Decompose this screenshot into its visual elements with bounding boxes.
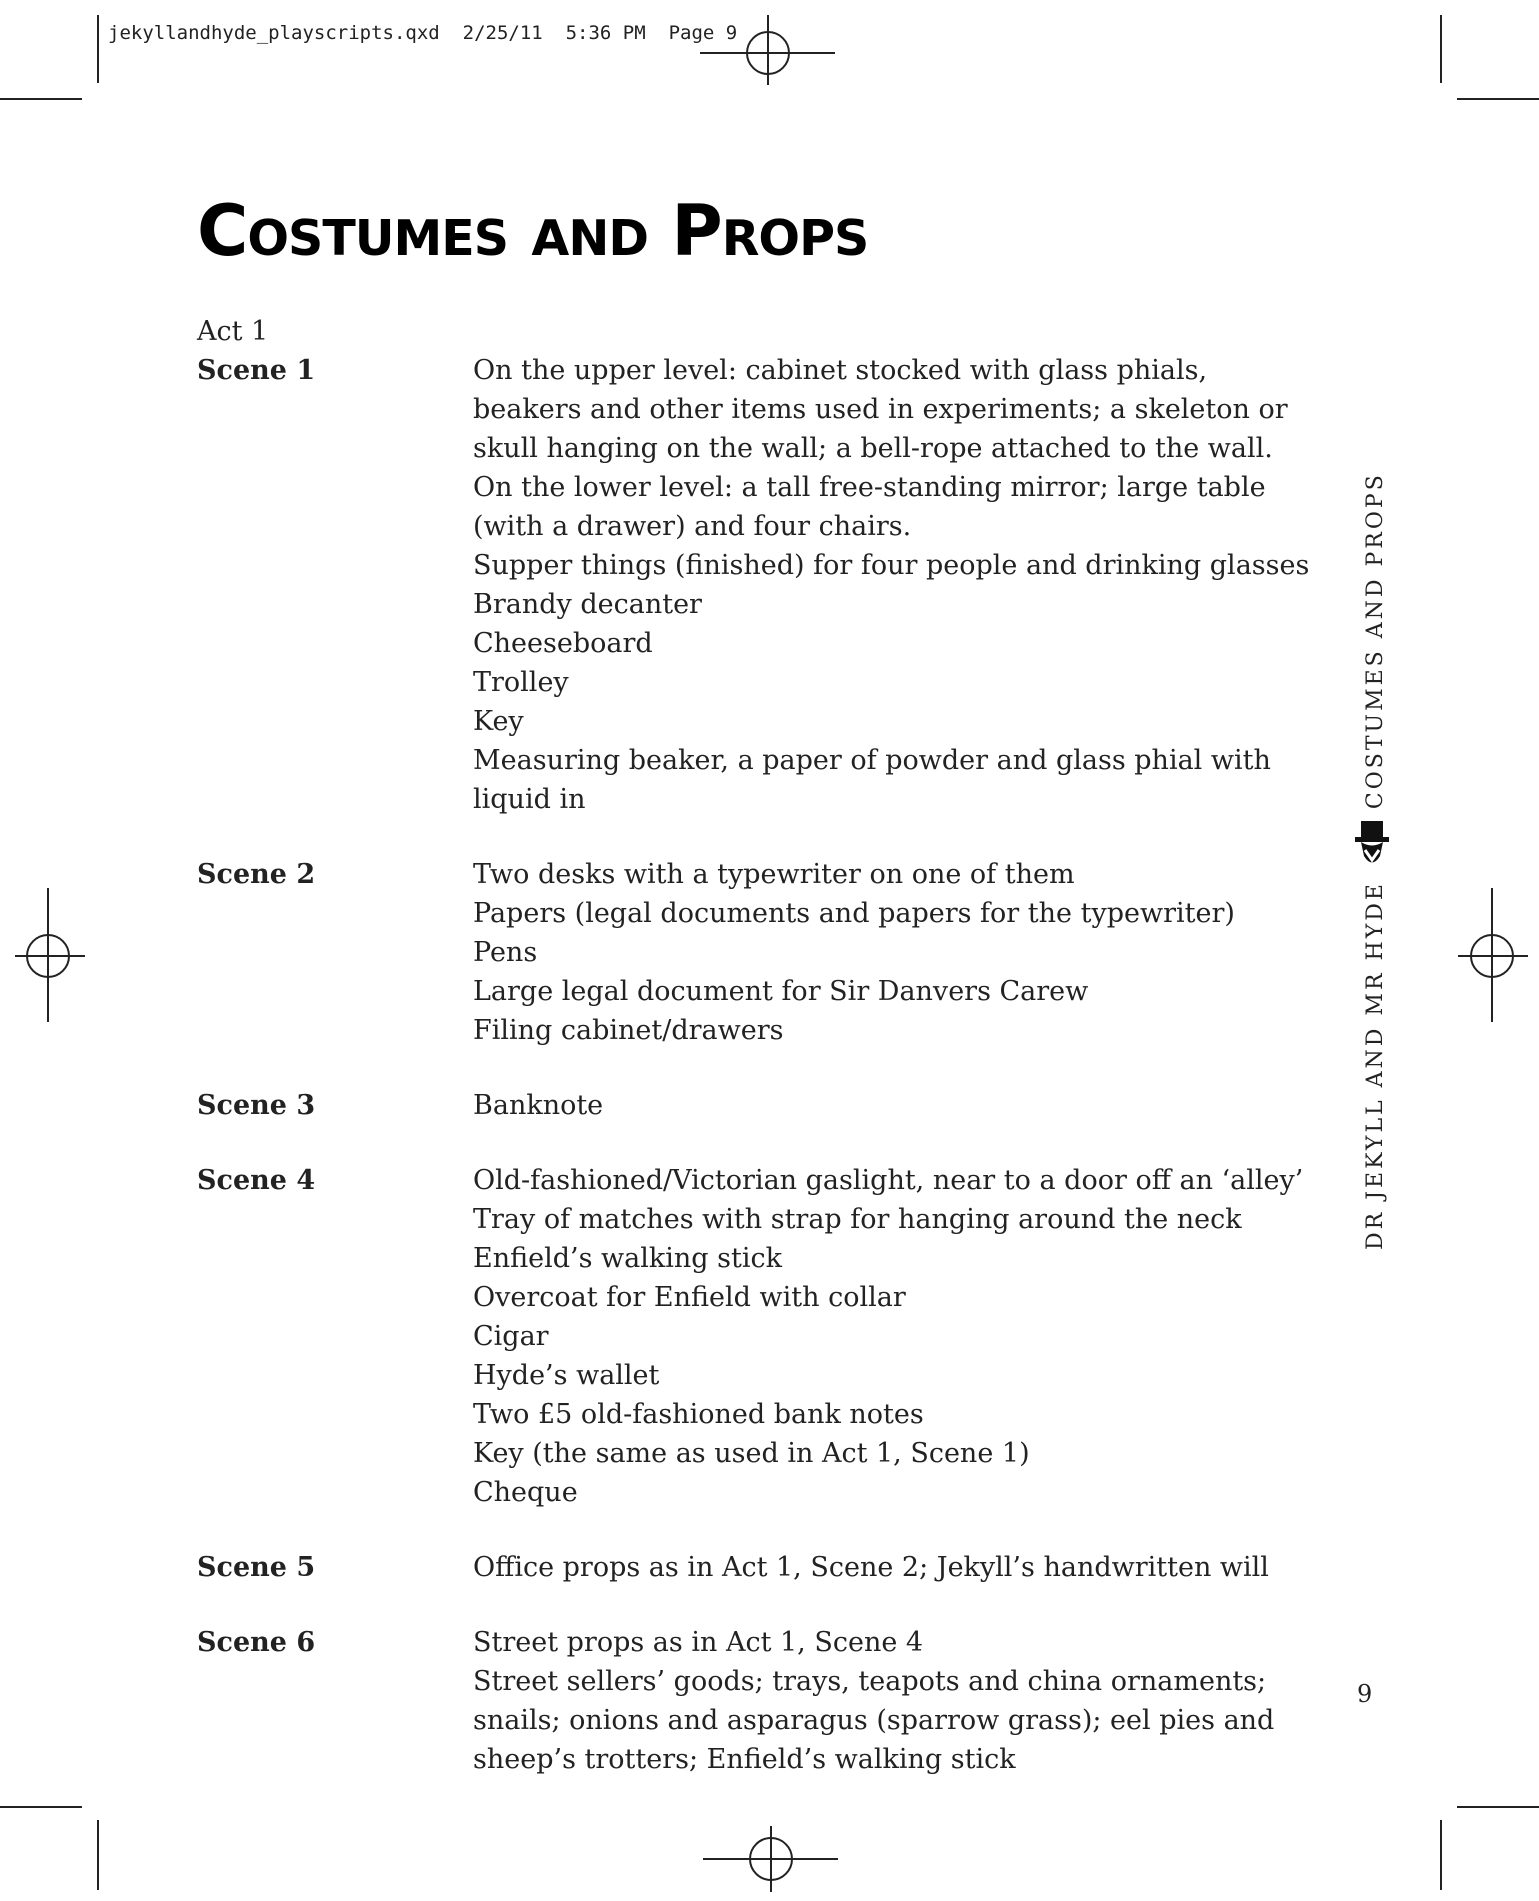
registration-mark-icon — [1470, 934, 1514, 978]
prop-item: On the upper level: cabinet stocked with glass phials, beakers and other items used in experiments; a skeleton or skull hanging on the wall; a bell-rope attached to the wall. On the lower level: a tall free-standing mirror; large table (with a drawer) and four chairs. — [473, 355, 1288, 542]
props-list — [197, 312, 1317, 1815]
scene-items — [473, 1086, 1317, 1125]
prop-item: Cigar — [473, 1321, 549, 1352]
crop-mark — [97, 1820, 99, 1890]
prop-item: Tray of matches with strap for hanging around the neck — [473, 1204, 1242, 1235]
scene-block — [197, 1548, 1317, 1587]
crop-mark — [0, 1806, 82, 1808]
prop-item: Banknote — [473, 1090, 604, 1121]
registration-mark-icon — [746, 31, 790, 75]
scene-label: Scene 6 — [197, 1627, 316, 1658]
prop-item: Cheque — [473, 1477, 578, 1508]
prop-item: Cheeseboard — [473, 628, 653, 659]
prop-item: Street sellers’ goods; trays, teapots and china ornaments; snails; onions and asparagus (sparrow grass); eel pies and sheep’s trotters; Enfield’s walking stick — [473, 1666, 1275, 1775]
scene-label: Scene 1 — [197, 355, 316, 386]
slug-page: Page 9 — [668, 22, 738, 44]
scene-items — [473, 1548, 1317, 1587]
scene-label: Scene 5 — [197, 1552, 316, 1583]
running-head — [1346, 472, 1404, 1250]
prop-item: Office props as in Act 1, Scene 2; Jekyll’s handwritten will — [473, 1552, 1269, 1583]
prop-item: Two £5 old-fashioned bank notes — [473, 1399, 924, 1430]
scene-block — [197, 1161, 1317, 1512]
prop-item: Trolley — [473, 667, 569, 698]
prop-item: Filing cabinet/drawers — [473, 1015, 784, 1046]
slug-date: 2/25/11 — [462, 22, 543, 44]
scene-items — [473, 351, 1317, 819]
prop-item: Supper things (finished) for four people and drinking glasses — [473, 550, 1310, 581]
registration-mark-icon — [26, 934, 70, 978]
scene-label: Scene 3 — [197, 1090, 316, 1121]
scene-label: Scene 2 — [197, 859, 316, 890]
crop-mark — [0, 98, 82, 100]
scene-items — [473, 1161, 1317, 1512]
slug-file: jekyllandhyde_playscripts.qxd — [108, 22, 440, 44]
page-title: Costumes and Props — [197, 190, 869, 272]
crop-mark — [97, 15, 99, 83]
page-number: 9 — [1357, 1680, 1373, 1708]
scene-block — [197, 855, 1317, 1050]
prop-item: Two desks with a typewriter on one of them — [473, 859, 1075, 890]
scene-items — [473, 855, 1317, 1050]
prop-item: Key — [473, 706, 524, 737]
crop-mark — [1440, 15, 1442, 83]
prop-item: Brandy decanter — [473, 589, 702, 620]
prop-item: Papers (legal documents and papers for the typewriter) — [473, 898, 1235, 929]
scene-block — [197, 1623, 1317, 1779]
running-head-book-title: DR JEKYLL AND MR HYDE — [1362, 881, 1388, 1250]
prop-item: Pens — [473, 937, 538, 968]
prop-item: Old-fashioned/Victorian gaslight, near to a door off an ‘alley’ — [473, 1165, 1304, 1196]
scene-label: Scene 4 — [197, 1165, 316, 1196]
running-head-section-title: COSTUMES AND PROPS — [1362, 472, 1388, 810]
crop-mark — [1457, 98, 1539, 100]
registration-mark-icon — [749, 1837, 793, 1881]
prop-item: Measuring beaker, a paper of powder and glass phial with liquid in — [473, 745, 1271, 815]
prop-item: Enfield’s walking stick — [473, 1243, 782, 1274]
slug-time: 5:36 PM — [565, 22, 646, 44]
act-heading: Act 1 — [197, 316, 269, 347]
scene-block — [197, 1086, 1317, 1125]
scene-block — [197, 351, 1317, 819]
crop-mark — [1457, 1806, 1539, 1808]
prop-item: Overcoat for Enfield with collar — [473, 1282, 906, 1313]
prop-item: Street props as in Act 1, Scene 4 — [473, 1627, 924, 1658]
scene-items — [473, 1623, 1317, 1779]
printer-slug — [108, 22, 737, 44]
prop-item: Key (the same as used in Act 1, Scene 1) — [473, 1438, 1030, 1469]
crop-mark — [1440, 1820, 1442, 1890]
prop-item: Large legal document for Sir Danvers Carew — [473, 976, 1089, 1007]
prop-item: Hyde’s wallet — [473, 1360, 660, 1391]
top-hat-head-icon — [1346, 823, 1404, 867]
